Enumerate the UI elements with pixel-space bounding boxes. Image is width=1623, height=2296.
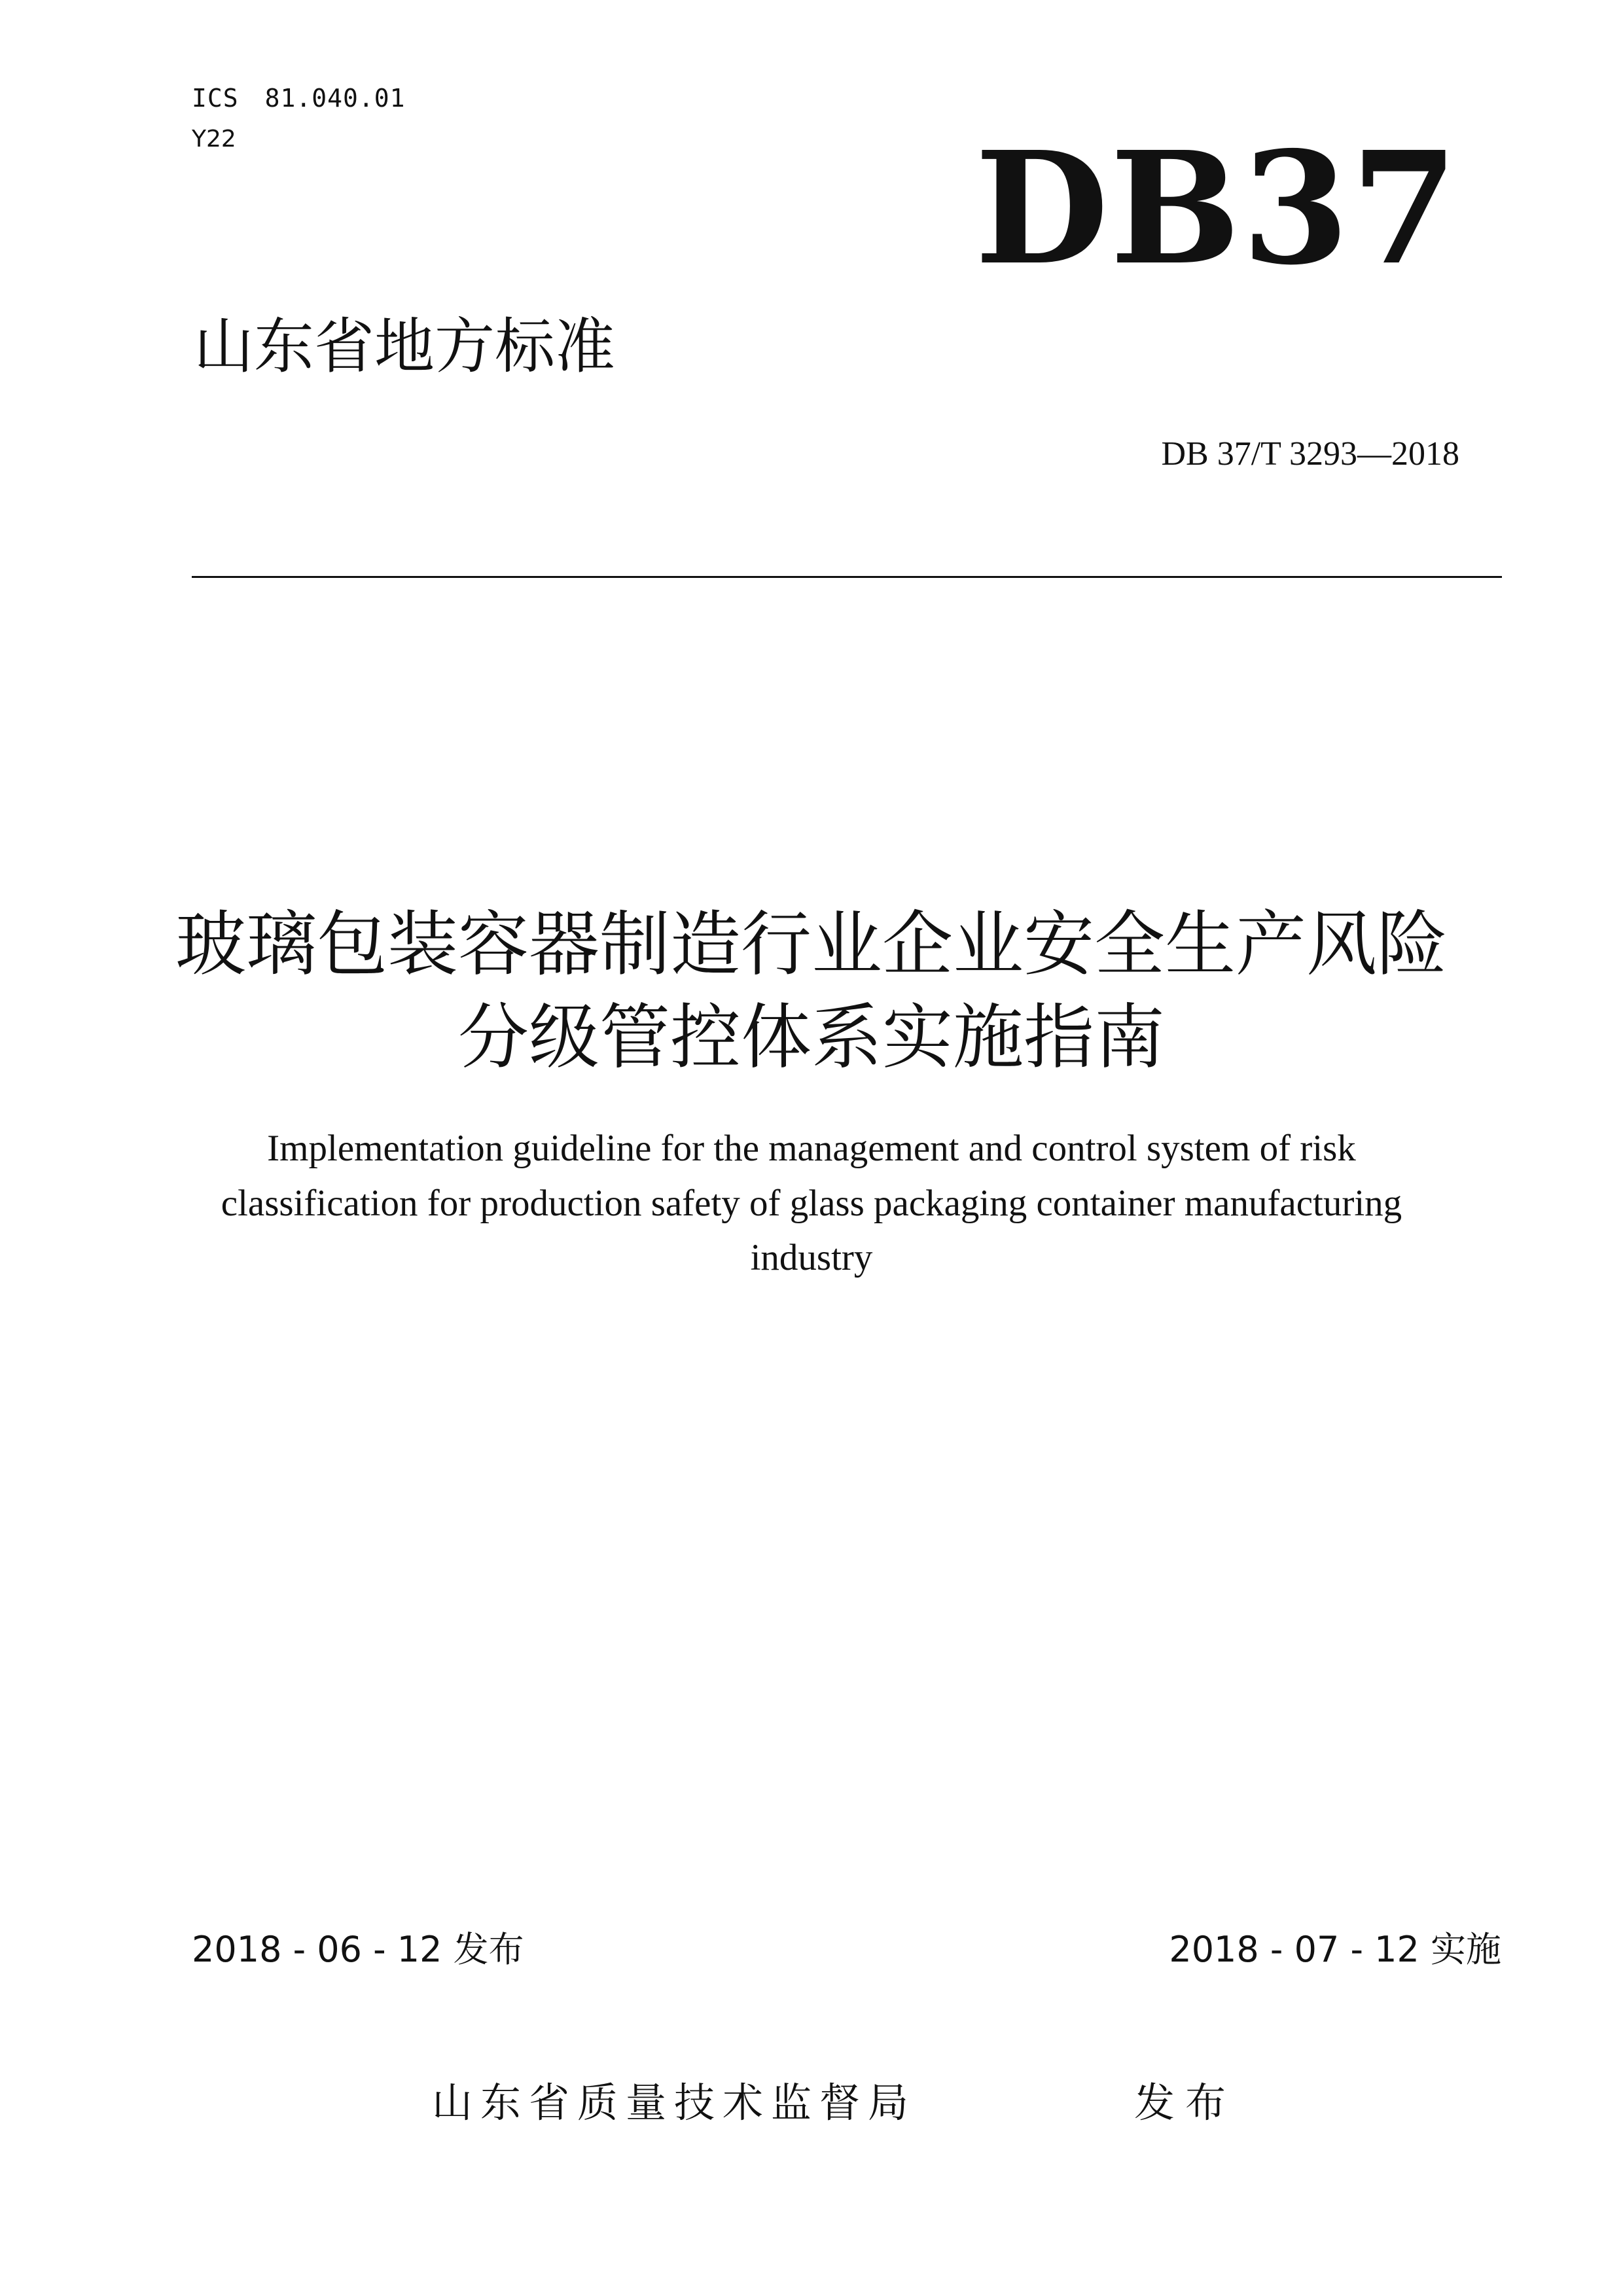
standard-type: 山东省地方标准 (194, 312, 616, 382)
title-cn-line-1: 玻璃包装容器制造行业企业安全生产风险 (175, 904, 1448, 986)
title-cn-line-2: 分级管控体系实施指南 (457, 997, 1165, 1079)
issue-word: 发布 (1134, 2079, 1237, 2126)
issue-date: 2018 - 06 - 12 发布 (192, 1929, 524, 1970)
title-en-line-3: industry (750, 1237, 873, 1278)
db-mark-logo: DB37 (974, 117, 1459, 299)
header-divider (192, 576, 1502, 578)
ics-code: 81.040.01 (264, 84, 406, 113)
ics-label: ICS (192, 84, 239, 113)
title-en-line-2: classification for production safety of glass packaging container manufacturing (221, 1183, 1402, 1224)
implementation-date: 2018 - 07 - 12 实施 (1169, 1929, 1501, 1970)
standard-number: DB 37/T 3293—2018 (1161, 435, 1459, 473)
title-en-line-1: Implementation guideline for the management and control system of risk (267, 1128, 1356, 1169)
classification-code: Y22 (192, 126, 236, 152)
ics-code-line (192, 84, 406, 113)
issuing-authority: 山东省质量技术监督局 (432, 2079, 917, 2126)
